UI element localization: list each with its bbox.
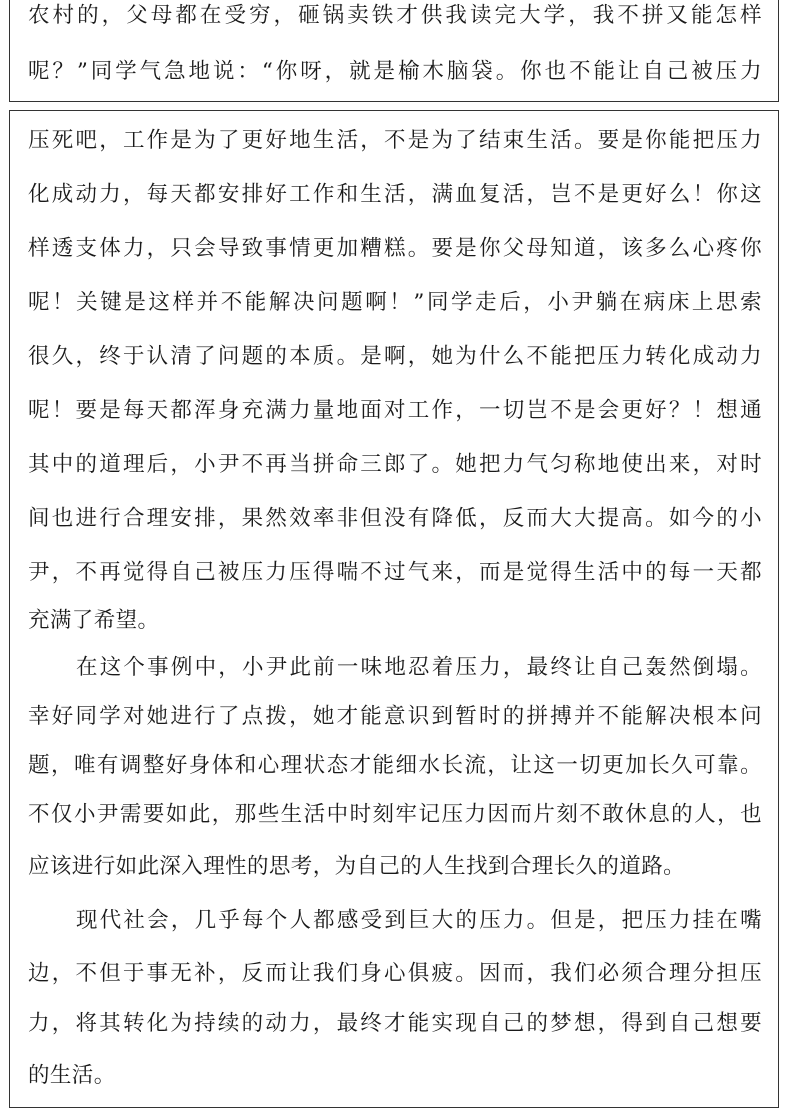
text-line: 不仅小尹需要如此，那些生活中时刻牢记压力因而片刻不敢休息的人，也 <box>28 802 762 827</box>
text-line: 力，将其转化为持续的动力，最终才能实现自己的梦想，得到自己想要 <box>28 1011 762 1036</box>
text-line: 呢！要是每天都浑身充满力量地面对工作，一切岂不是会更好？！想通 <box>28 398 762 423</box>
text-line: 样透支体力，只会导致事情更加糟糕。要是你父母知道，该多么心疼你 <box>28 236 762 261</box>
text-line: 充满了希望。 <box>28 608 160 633</box>
text-line: 边，不但于事无补，反而让我们身心俱疲。因而，我们必须合理分担压 <box>28 961 762 986</box>
text-line: 间也进行合理安排，果然效率非但没有降低，反而大大提高。如今的小 <box>28 506 762 531</box>
paragraph-first-line: 现代社会，几乎每个人都感受到巨大的压力。但是，把压力挂在嘴 <box>76 908 762 933</box>
text-line: 农村的，父母都在受穷，砸锅卖铁才供我读完大学，我不拼又能怎样 <box>28 3 762 28</box>
text-line: 尹，不再觉得自己被压力压得喘不过气来，而是觉得生活中的每一天都 <box>28 560 762 585</box>
text-line: 的生活。 <box>28 1063 116 1088</box>
top-text-box <box>9 0 779 102</box>
text-line: 其中的道理后，小尹不再当拼命三郎了。她把力气匀称地使出来，对时 <box>28 452 762 477</box>
main-text-box <box>9 110 779 1108</box>
text-line: 题，唯有调整好身体和心理状态才能细水长流，让这一切更加长久可靠。 <box>28 753 762 778</box>
text-line: 幸好同学对她进行了点拨，她才能意识到暂时的拼搏并不能解决根本问 <box>28 704 762 729</box>
text-line: 很久，终于认清了问题的本质。是啊，她为什么不能把压力转化成动力 <box>28 344 762 369</box>
text-line: 呢？”同学气急地说：“你呀，就是榆木脑袋。你也不能让自己被压力 <box>28 59 762 84</box>
text-line: 应该进行如此深入理性的思考，为自己的人生找到合理长久的道路。 <box>28 854 686 879</box>
paragraph-first-line: 在这个事例中，小尹此前一味地忍着压力，最终让自己轰然倒塌。 <box>76 655 762 680</box>
text-line: 化成动力，每天都安排好工作和生活，满血复活，岂不是更好么！你这 <box>28 182 762 207</box>
text-line: 呢！关键是这样并不能解决问题啊！”同学走后，小尹躺在病床上思索 <box>28 290 762 315</box>
text-line: 压死吧，工作是为了更好地生活，不是为了结束生活。要是你能把压力 <box>28 128 762 153</box>
